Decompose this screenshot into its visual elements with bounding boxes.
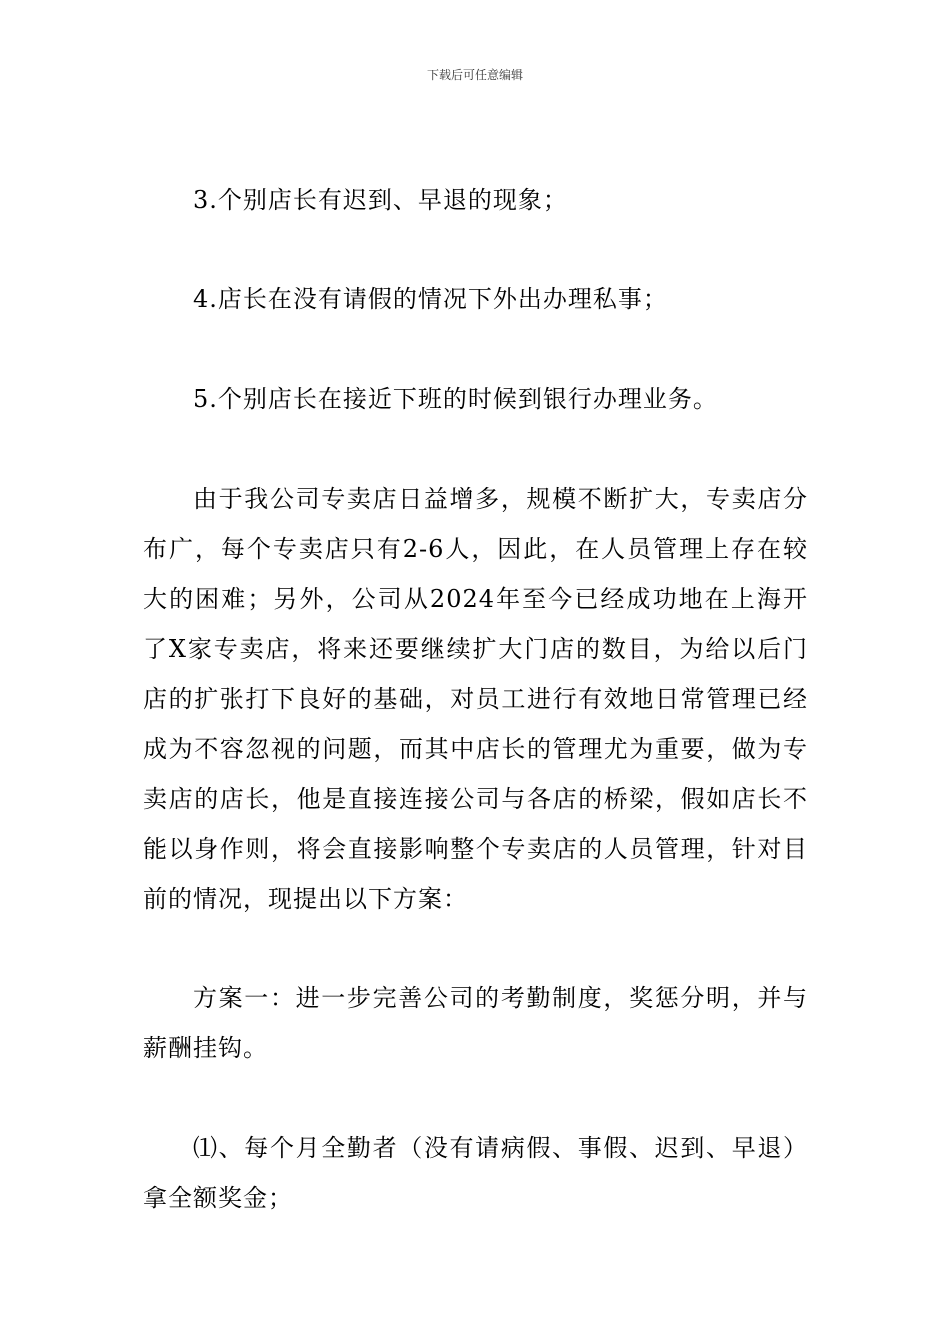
list-item-5: 5.个别店长在接近下班的时候到银行办理业务。 <box>193 385 718 413</box>
list-item-4: 4.店长在没有请假的情况下外出办理私事； <box>193 285 668 313</box>
body-paragraph-item-1: ⑴、每个月全勤者（没有请病假、事假、迟到、早退）拿全额奖金； <box>143 1134 808 1212</box>
body-paragraph-background: 由于我公司专卖店日益增多，规模不断扩大，专卖店分布广，每个专卖店只有2-6人，因此，在人员管理上存在较大的困难；另外，公司从2024年至今已经成功地在上海开了X家专卖店，将来还要继续扩大门店的数目，为给以后门店的扩张打下良好的基础，对员工进行有效地日常管理已经成为不容忽视的问题，而其中店长的管理尤为重要，做为专卖店的店长，他是直接连接公司与各店的桥梁，假如店长不能以身作则，将会直接影响整个专卖店的人员管理，针对目前的情况，现提出以下方案： <box>143 485 808 913</box>
page-header: 下载后可任意编辑 <box>426 68 523 82</box>
body-paragraph-plan-one: 方案一：进一步完善公司的考勤制度，奖惩分明，并与薪酬挂钩。 <box>143 984 808 1062</box>
list-item-3: 3.个别店长有迟到、早退的现象； <box>193 186 568 214</box>
